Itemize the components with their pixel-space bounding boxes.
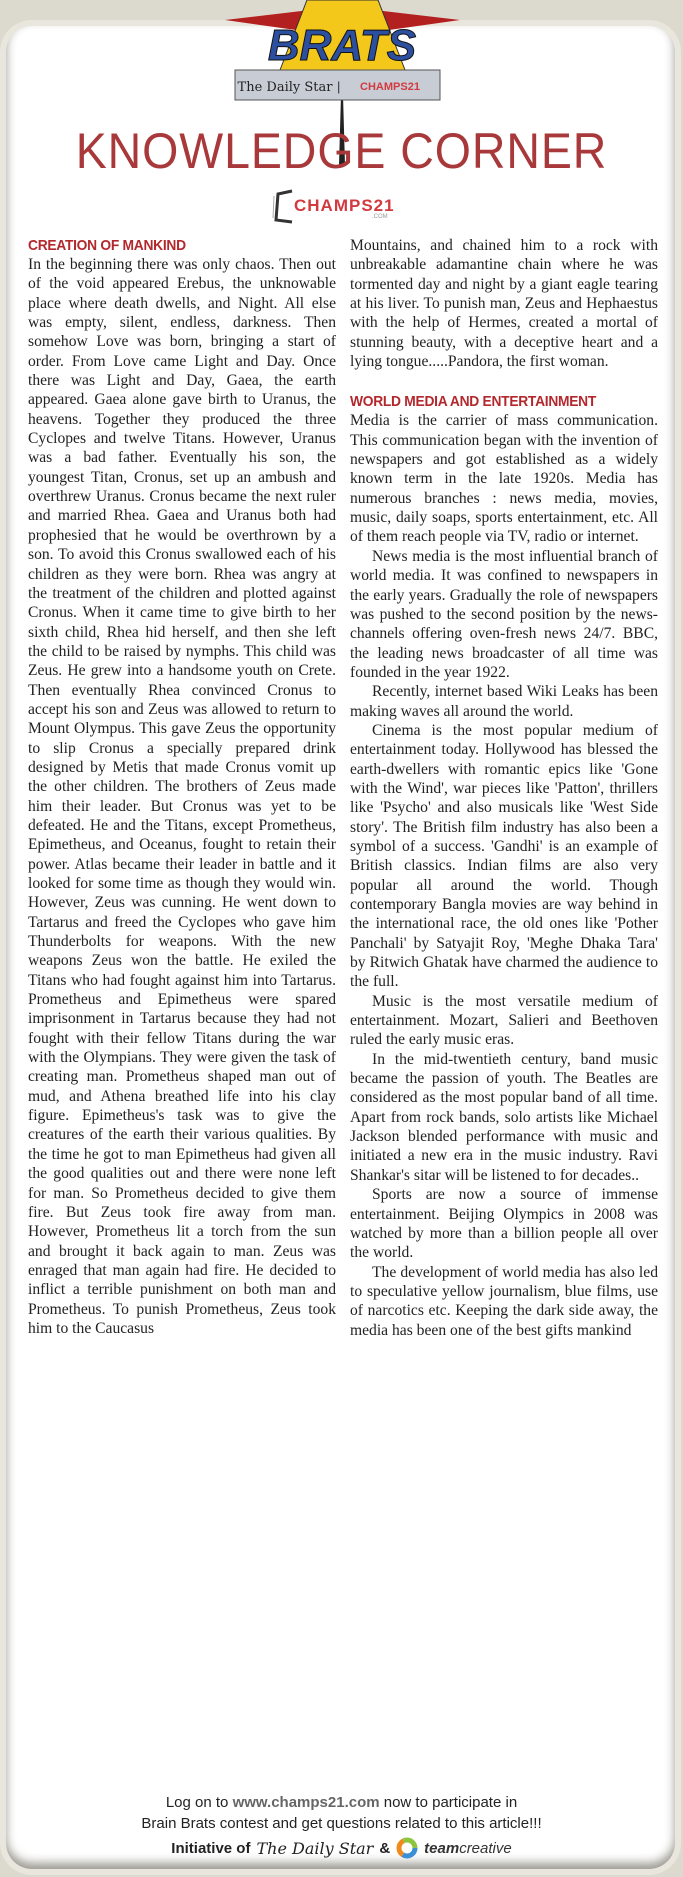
media-paragraph: Recently, internet based Wiki Leaks has been making waves all around the world. xyxy=(350,683,658,720)
media-paragraph: Sports are now a source of immense entertainment. Beijing Olympics in 2008 was watched by more than a billion people all over the world. xyxy=(350,1186,658,1262)
daily-star-logo: The Daily Star xyxy=(256,1838,374,1858)
page-title: KNOWLEDGE CORNER xyxy=(75,123,608,179)
svg-text:CHAMPS21: CHAMPS21 xyxy=(360,81,420,93)
media-paragraph: In the mid-twentieth century, band music became the passion of youth. The Beatles are considered as the most popular band of all time. Apart from rock bands, solo artists like Michael Jackson blended performance with music and initiated a new era in the music industry. Ravi Shankar's sitar will be listened to for decades.. xyxy=(350,1050,658,1184)
footer-line-1: Log on to www.champs21.com now to participate in xyxy=(165,1794,518,1811)
teamcreative-logo: teamcreative xyxy=(424,1839,512,1857)
champs21-frame-icon xyxy=(272,188,296,224)
creation-heading: CREATION OF MANKIND xyxy=(28,237,186,254)
svg-text:BRATS: BRATS xyxy=(267,21,417,70)
media-heading: WORLD MEDIA AND ENTERTAINMENT xyxy=(350,393,596,411)
champs21-logo: CHAMPS21 .COM xyxy=(272,188,412,224)
initiative-line: Initiative of The Daily Star & teamcreative xyxy=(171,1838,512,1858)
media-paragraph: News media is the most influential branch of world media. It was confined to newspapers in the early years. Gradually the role of newspapers was pushed to the second position by the news-channels offering oven-fresh news 24/7. BBC, the leading news broadcaster of all time was founded in the year 1922. xyxy=(350,547,658,681)
media-paragraph: The development of world media has also led to speculative yellow journalism, blue films, use of narcotics etc. Keeping the dark side away, the media has been one of the best gifts mankind xyxy=(350,1263,658,1339)
teamcreative-logo-icon xyxy=(396,1837,418,1859)
footer-line-2: Brain Brats contest and get questions related to this article!!! xyxy=(141,1815,542,1832)
footer xyxy=(0,1792,683,1859)
svg-text:|: | xyxy=(337,79,341,94)
svg-text:The Daily Star: The Daily Star xyxy=(237,80,333,95)
left-column xyxy=(28,236,336,1338)
media-paragraph: Cinema is the most popular medium of entertainment today. Hollywood has blessed the earth-dwellers with romantic epics like 'Gone with the Wind', war pieces like 'Patton', thrillers like 'Psycho' and also musicals like 'West Side story'. The British film industry has also been a symbol of a success. 'Gandhi' is an example of British classics. Indian films are also very popular all around the world. Though contemporary Bangla movies are way behind in the international race, the old ones like 'Pother Panchali' by Satyajit Roy, 'Meghe Dhaka Tara' by Ritwich Ghatak have charmed the audience to the full. xyxy=(350,721,658,991)
champs21-link[interactable]: www.champs21.com xyxy=(232,1794,380,1811)
media-paragraph: Music is the most versatile medium of entertainment. Mozart, Salieri and Beethoven ruled the early music eras. xyxy=(350,992,658,1049)
right-column xyxy=(350,236,658,1340)
creation-text: In the beginning there was only chaos. Then out of the void appeared Erebus, the unknowable place where death dwells, and Night. All else was empty, silent, endless, darkness. Then somehow Love was born, bringing a start of order. From Love came Light and Day. Once there was Light and Day, Gaea, the earth appeared. Gaea alone gave birth to Uranus, the heavens. Together they produced the three Cyclopes and twelve Titans. However, Uranus was a bad father. Eventually his son, the youngest Titan, Cronus, set up an ambush and overthrew Uranus. Cronus became the next ruler and married Rhea. Gaea and Uranus both had prophesied that he would be overthrown by a son. To avoid this Cronus swallowed each of his children as they were born. Rhea was angry at the treatment of the children and plotted against Cronus. When it came time to give birth to her sixth child, Rhea hid herself, and then she left the child to be raised by nymphs. This child was Zeus. He grew into a handsome youth on Crete. Then eventually Rhea convinced Cronus to accept his son and Zeus was allowed to return to Mount Olympus. This gave Zeus the opportunity to slip Cronus a specially prepared drink designed by Metis that made Cronus vomit up the other children. The brothers of Zeus made him their leader. But Cronus was yet to be defeated. He and the Titans, except Prometheus, Epimetheus, and Oceanus, fought to retain their power. Atlas became their leader in battle and it looked for some time as though they would win. However, Zeus was cunning. He went down to Tartarus and freed the Cyclopes who gave him Thunderbolts for weapons. With the new weapons Zeus won the battle. He exiled the Titans who had fought against him into Tartarus. Prometheus and Epimetheus were spared imprisonment in Tartarus because they had not fought with their fellow Titans during the war with the Olympians. They were given the task of creating man. Prometheus shaped man out of mud, and Athena breathed life into his clay figure. Epimetheus's task was to give the creatures of the earth their various qualities. By the time he got to man Epimetheus had given all the good qualities out and there were none left for man. So Prometheus decided to give them fire. But Zeus took fire away from man. However, Prometheus lit a torch from the sun and brought it back again to man. Zeus was enraged that man again had fire. He decided to inflict a terrible punishment on both man and Prometheus. To punish Prometheus, Zeus took him to the Caucasus xyxy=(28,256,336,1337)
media-paragraph: Media is the carrier of mass communication. This communication began with the invention of newspapers and got established as a widely known term in the late 1920s. Media has numerous branches : news media, movies, music, daily soaps, sports entertainment, etc. All of them reach people via TV, radio or internet. xyxy=(350,412,658,546)
creation-text-continued: Mountains, and chained him to a rock with unbreakable adamantine chain where he was tormented day and night by a giant eagle tearing at his liver. To punish man, Zeus and Hephaestus with the help of Hermes, created a mortal of stunning beauty, with a deceptive heart and a lying tongue.....Pandora, the first woman. xyxy=(350,237,658,371)
